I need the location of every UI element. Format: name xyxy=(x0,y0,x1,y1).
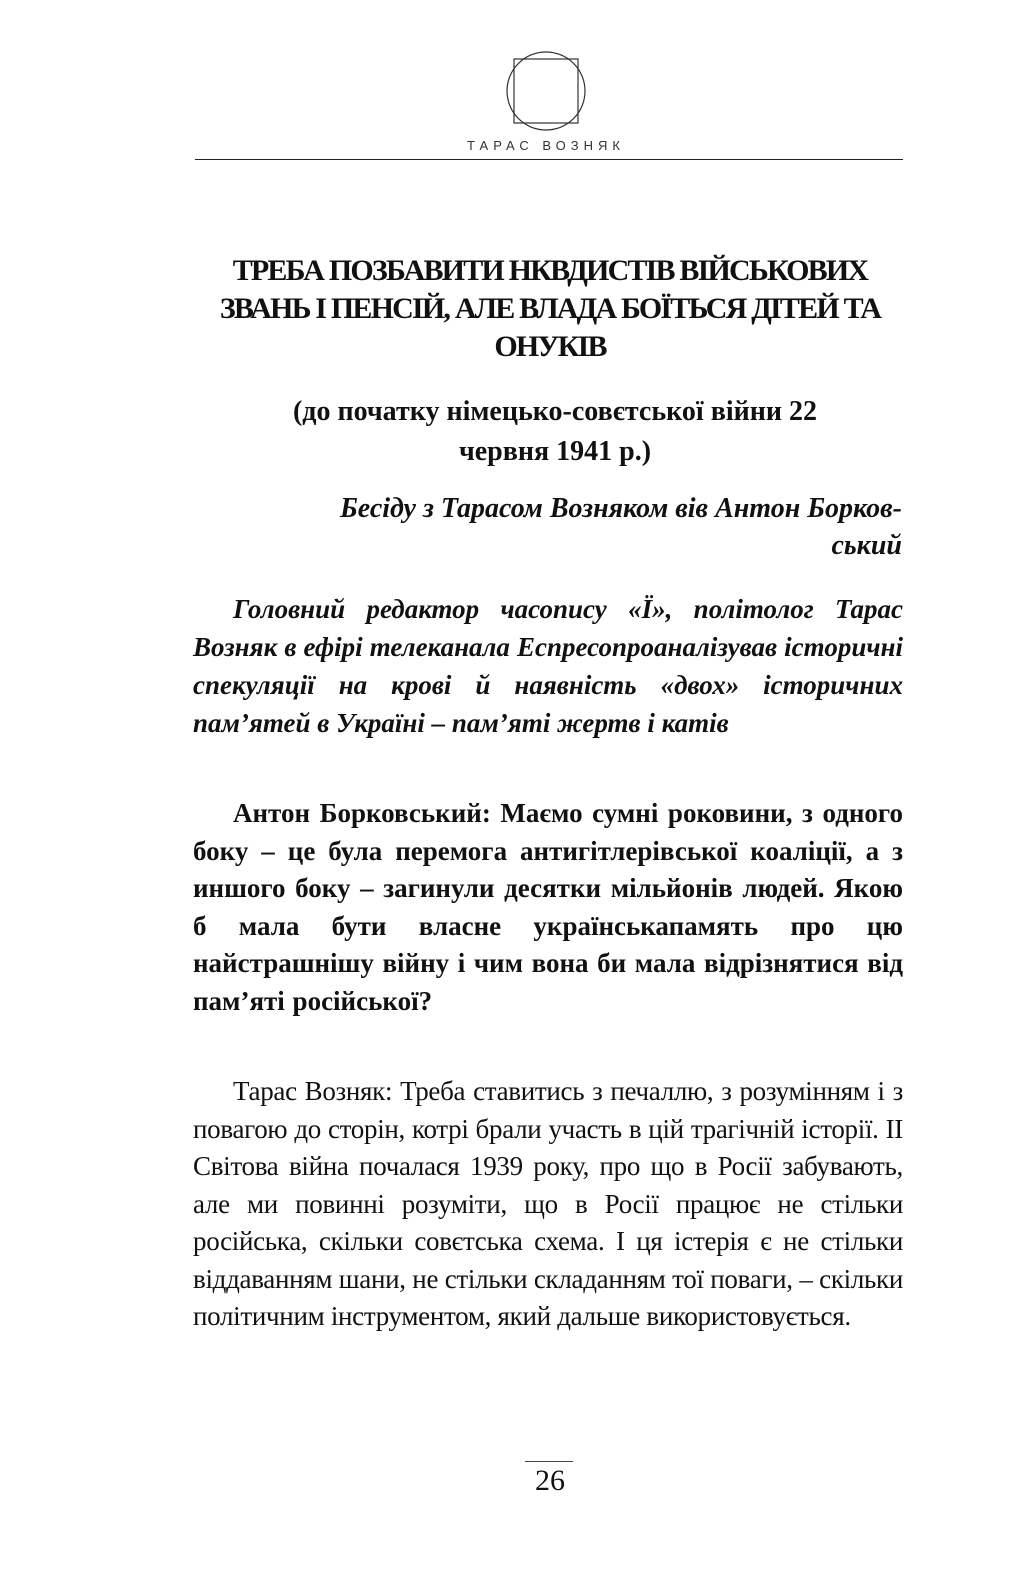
subtitle-line-2: червня 1941 р.) xyxy=(458,436,652,467)
circle-square-emblem-icon xyxy=(505,50,587,132)
header-divider xyxy=(195,159,903,160)
lead-paragraph: Головний редактор часопису «Ї», політолог Тарас Возняк в ефірі телеканала Еспресопроаналізував історичні спекуляції на крові й наявність «двох» історичних пам’ятей в Україні – пам’яті жертв і катів xyxy=(193,594,903,738)
page-number-divider xyxy=(525,1461,573,1462)
article-title: ТРЕБА ПОЗБАВИТИ НКВДИСТІВ ВІЙСЬКОВИХ ЗВАНЬ І ПЕНСІЙ, АЛЕ ВЛАДА БОЇТЬСЯ ДІТЕЙ ТА ОНУКІВ xyxy=(219,254,881,363)
byline-line-2: ський xyxy=(831,530,902,561)
interviewee-answer: Тарас Возняк: Треба ставитись з печаллю, з розумінням і з повагою до сторін, котрі брали участь в цій трагічній історії. ІІ Світова війна почалася 1939 року, про що в Росії забувають, але ми повинні розуміти, що в Росії працює не стільки російська, скільки совєтська схема. І ця істерія є не стільки віддаванням шани, не стільки складанням тої поваги, – скільки політичним інструментом, який дальше використовується. xyxy=(193,1076,903,1331)
byline-line-1: Бесіду з Тарасом Возняком вів Антон Борков- xyxy=(339,493,902,524)
subtitle-line-1: (до початку німецько-совєтської війни 22 xyxy=(292,396,817,427)
article-subtitle xyxy=(205,392,905,472)
running-header-author: ТАРАС ВОЗНЯК xyxy=(467,138,625,153)
page-number: 26 xyxy=(535,1464,565,1497)
interviewer-question: Антон Борковський: Маємо сумні роковини, з одного боку – це була перемога антигітлерівської коаліції, а з иншого боку – загинули десятки мільйонів людей. Якою б мала бути власне українськапамять про цю найстрашнішу війну і чим вона би мала відрізнятися від пам’яті російської? xyxy=(193,798,903,1016)
interview-byline xyxy=(205,490,902,564)
